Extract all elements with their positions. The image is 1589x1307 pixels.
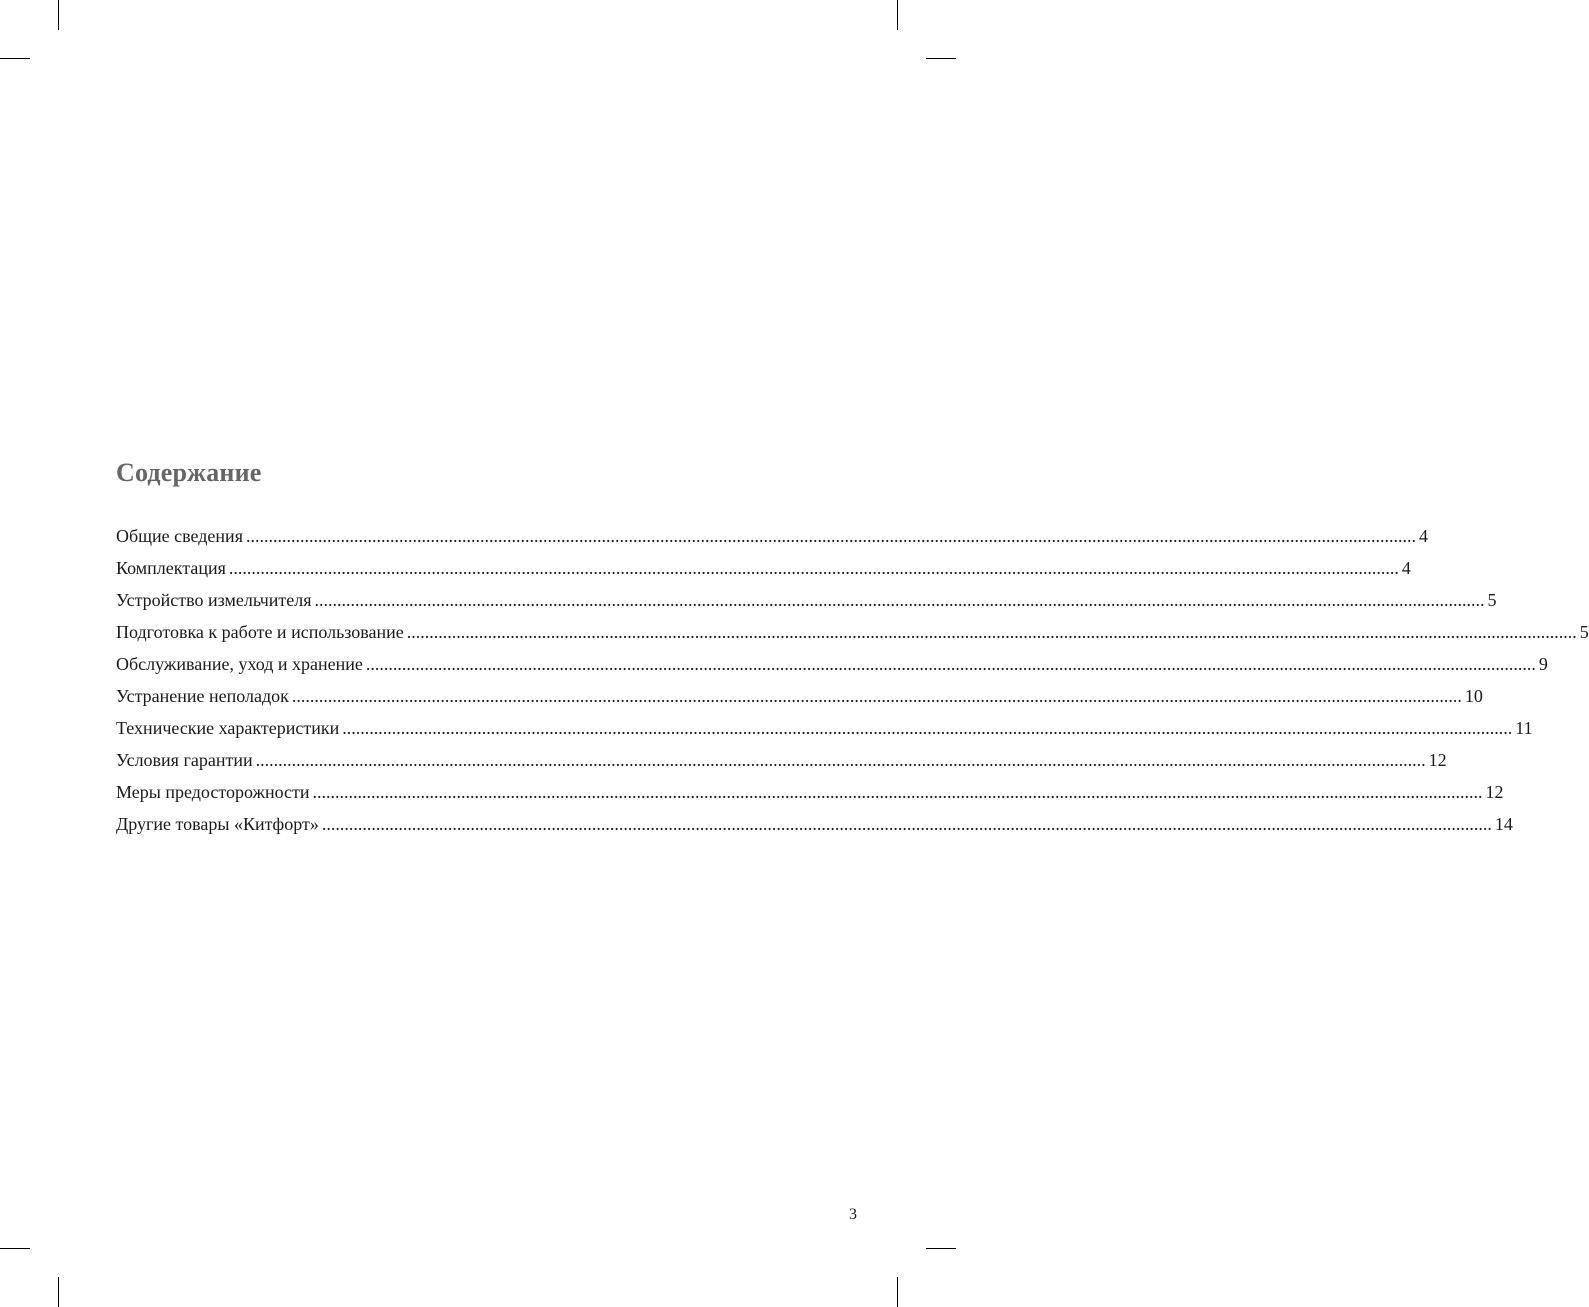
toc-leader-dots: .................................................................................................................................................................................................................................................................... [342, 718, 1513, 738]
toc-leader-dots: .................................................................................................................................................................................................................................................................... [255, 750, 1426, 770]
toc-entry-page: 12 [1428, 750, 1447, 770]
toc-entry-page: 5 [1579, 622, 1589, 642]
toc-entry-label: Подготовка к работе и использование [116, 622, 404, 642]
toc-entry-label: Устройство измельчителя [116, 590, 312, 610]
toc-entry-page: 10 [1464, 686, 1483, 706]
toc-entry-page: 14 [1494, 814, 1513, 834]
toc-entry-label: Обслуживание, уход и хранение [116, 654, 363, 674]
toc-entry-page: 12 [1485, 782, 1504, 802]
crop-mark-bottom-right-vertical [897, 1277, 898, 1307]
toc-entry[interactable] [116, 684, 1483, 716]
toc-list [116, 524, 1589, 844]
toc-entry-page: 4 [1401, 558, 1411, 578]
crop-mark-top-right-horizontal [926, 58, 956, 59]
toc-entry[interactable] [116, 716, 1533, 748]
crop-mark-bottom-left-vertical [58, 1277, 59, 1307]
toc-leader-dots: .................................................................................................................................................................................................................................................................... [314, 590, 1485, 610]
toc-entry[interactable] [116, 748, 1447, 780]
crop-mark-bottom-right-horizontal [926, 1248, 956, 1249]
toc-leader-dots: .................................................................................................................................................................................................................................................................... [406, 622, 1577, 642]
toc-entry[interactable] [116, 812, 1513, 844]
toc-leader-dots: .................................................................................................................................................................................................................................................................... [312, 782, 1483, 802]
toc-entry-page: 5 [1487, 590, 1497, 610]
toc-entry[interactable] [116, 780, 1504, 812]
toc-entry-label: Технические характеристики [116, 718, 340, 738]
toc-entry-label: Общие сведения [116, 526, 243, 546]
toc-leader-dots: .................................................................................................................................................................................................................................................................... [365, 654, 1536, 674]
toc-leader-dots: .................................................................................................................................................................................................................................................................... [245, 526, 1416, 546]
toc-entry[interactable] [116, 588, 1497, 620]
toc-leader-dots: .................................................................................................................................................................................................................................................................... [291, 686, 1462, 706]
toc-entry-label: Другие товары «Китфорт» [116, 814, 319, 834]
toc-entry-label: Меры предосторожности [116, 782, 310, 802]
toc-entry-label: Комплектация [116, 558, 226, 578]
toc-entry-page: 4 [1418, 526, 1428, 546]
toc-entry[interactable] [116, 652, 1548, 684]
toc-entry[interactable] [116, 524, 1428, 556]
crop-mark-top-left-horizontal [0, 58, 30, 59]
toc-entry-label: Устранение неполадок [116, 686, 289, 706]
toc-title: Содержание [116, 458, 262, 487]
toc-leader-dots: .................................................................................................................................................................................................................................................................... [321, 814, 1492, 834]
crop-mark-top-right-vertical [897, 0, 898, 30]
toc-entry-page: 11 [1515, 718, 1533, 738]
toc-entry[interactable] [116, 620, 1589, 652]
crop-mark-bottom-left-horizontal [0, 1248, 30, 1249]
toc-entry-label: Условия гарантии [116, 750, 253, 770]
crop-mark-top-left-vertical [58, 0, 59, 30]
toc-entry-page: 9 [1538, 654, 1548, 674]
toc-entry[interactable] [116, 556, 1411, 588]
page-number: 3 [849, 1206, 857, 1223]
toc-leader-dots: .................................................................................................................................................................................................................................................................... [228, 558, 1399, 578]
